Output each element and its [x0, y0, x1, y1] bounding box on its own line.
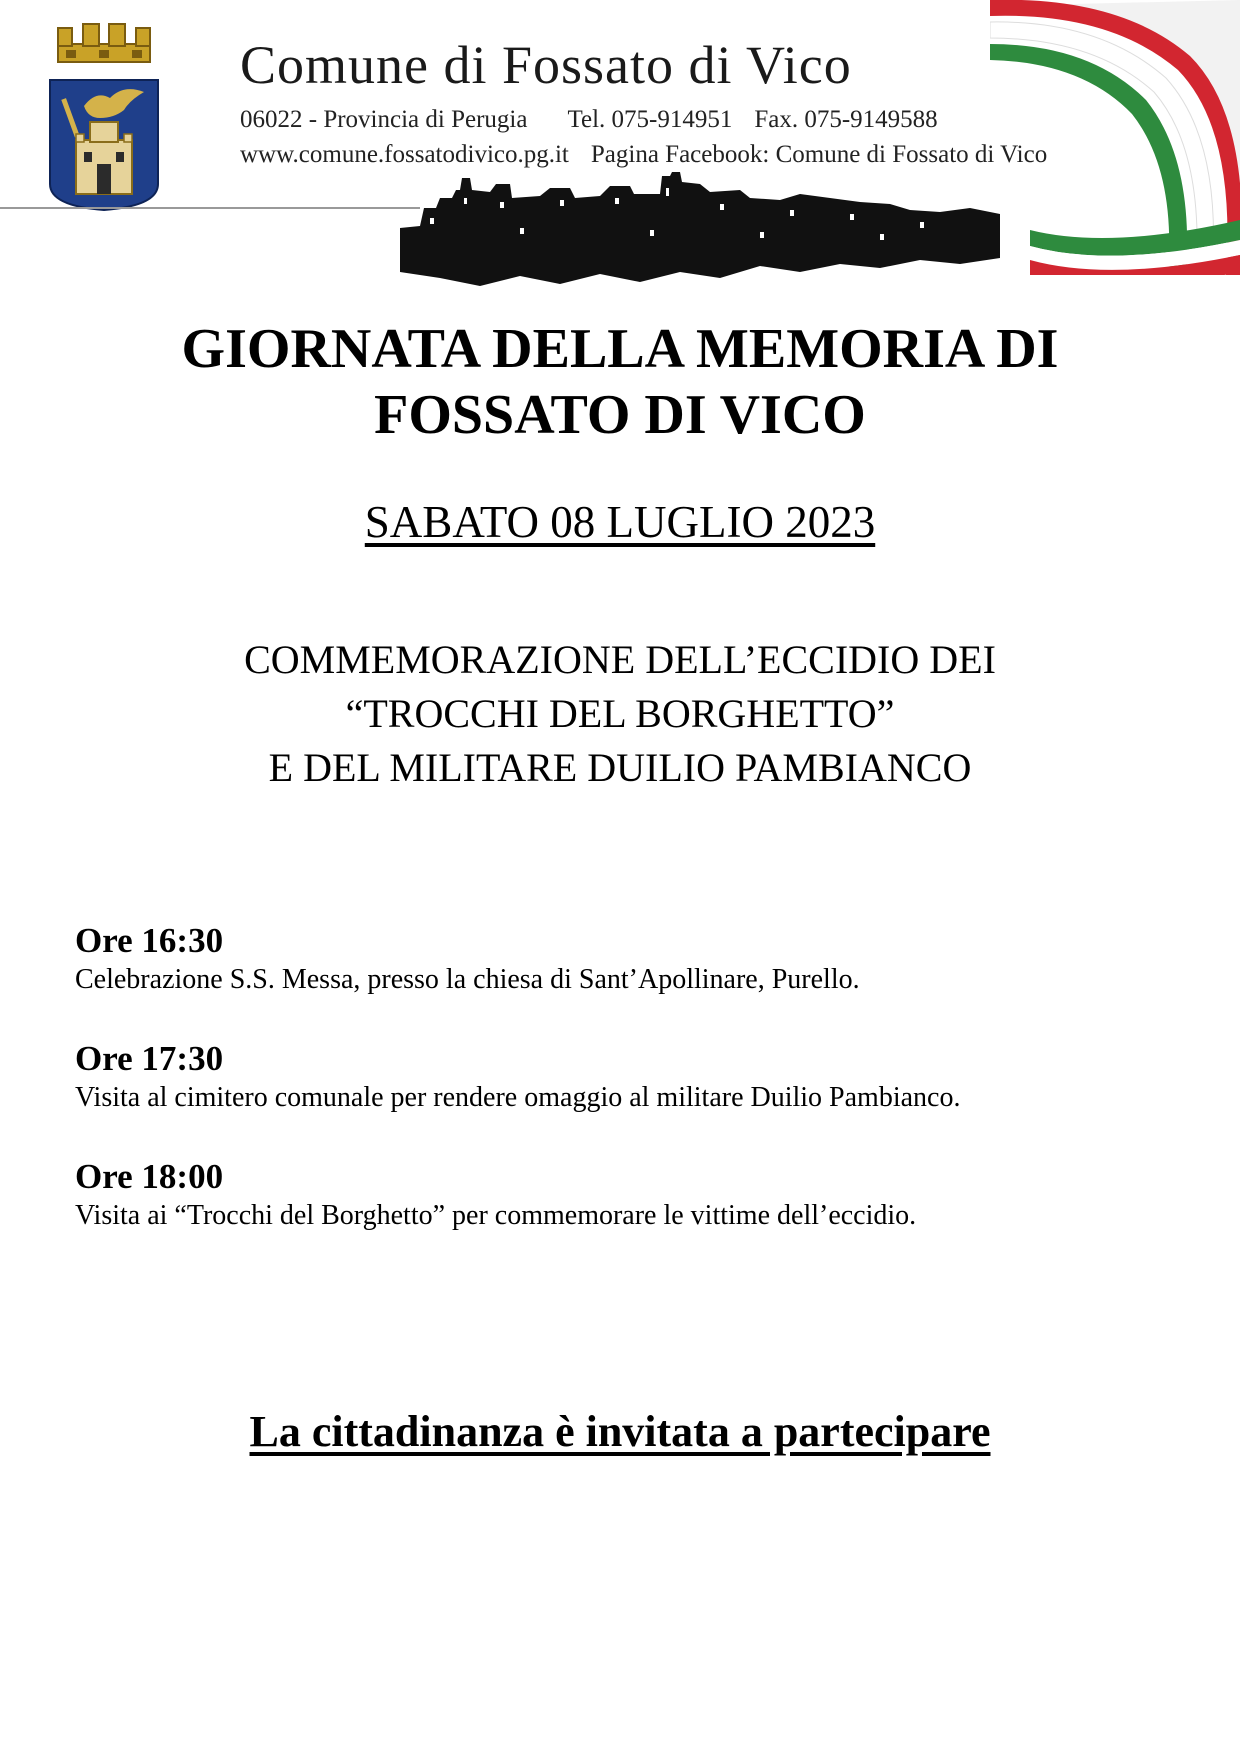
invitation-text: La cittadinanza è invitata a partecipare — [249, 1407, 991, 1456]
italian-flag-ribbon-icon — [990, 0, 1240, 275]
page-title — [0, 316, 1240, 448]
fax: Fax. 075-9149588 — [754, 106, 938, 133]
schedule-description: Visita ai “Trocchi del Borghetto” per commemorare le vittime dell’eccidio. — [75, 1200, 917, 1231]
schedule-time: Ore 17:30 — [75, 1039, 224, 1078]
schedule-item — [75, 1038, 1175, 1116]
town-skyline-icon — [400, 168, 1000, 293]
title-line-1: GIORNATA DELLA MEMORIA DI — [181, 318, 1059, 380]
subtitle-line-2: “TROCCHI DEL BORGHETTO” — [345, 691, 895, 736]
telephone: Tel. 075-914951 — [567, 106, 733, 133]
schedule-item — [75, 1156, 1175, 1234]
header-divider — [0, 207, 420, 209]
schedule-description: Visita al cimitero comunale per rendere omaggio al militare Duilio Pambianco. — [75, 1082, 961, 1113]
title-line-2: FOSSATO DI VICO — [374, 384, 866, 446]
letterhead — [0, 0, 1240, 300]
schedule-item — [75, 920, 1175, 998]
postal-info: 06022 - Provincia di Perugia — [240, 106, 528, 133]
schedule-description: Celebrazione S.S. Messa, presso la chiesa di Sant’Apollinare, Purello. — [75, 964, 860, 995]
municipal-coat-of-arms-icon — [44, 14, 164, 214]
website-link: www.comune.fossatodivico.pg.it — [240, 141, 569, 168]
schedule-time: Ore 16:30 — [75, 921, 224, 960]
contact-line — [240, 106, 938, 134]
municipality-name: Comune di Fossato di Vico — [240, 35, 852, 95]
facebook-page: Pagina Facebook: Comune di Fossato di Vico — [590, 141, 1048, 168]
event-subtitle — [0, 633, 1240, 795]
event-schedule — [75, 920, 1175, 1274]
event-date: SABATO 08 LUGLIO 2023 — [364, 497, 876, 547]
schedule-time: Ore 18:00 — [75, 1157, 224, 1196]
subtitle-line-3: E DEL MILITARE DUILIO PAMBIANCO — [268, 745, 972, 790]
web-line — [240, 141, 1047, 169]
subtitle-line-1: COMMEMORAZIONE DELL’ECCIDIO DEI — [244, 637, 996, 682]
